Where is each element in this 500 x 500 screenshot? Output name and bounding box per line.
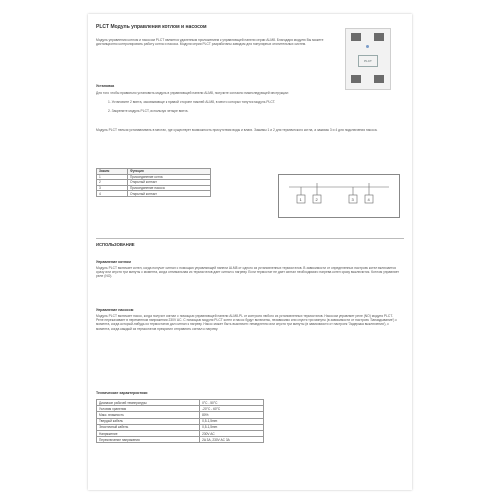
spec-table (96, 399, 264, 443)
spec-value: 2A 3A, 230V AC 3A (200, 437, 264, 443)
terminal-label: 1 (299, 197, 302, 202)
spec-name: Макс. влажность (97, 412, 200, 418)
terminal-label: 2 (315, 197, 318, 202)
device-logo: PLCT (358, 55, 378, 67)
install-step: 2. Закрепите модуль PLCT, используя четыре винта. (108, 109, 189, 113)
led-icon (366, 45, 369, 48)
table-row (97, 437, 264, 443)
terminal-function-table (96, 168, 211, 197)
spec-heading: Технические характеристики (96, 391, 148, 395)
install-step: 1. Установите 2 винта, засовывающе к правой стороне нижней ALM8, в место которых тянутся модуль PLCT. (108, 100, 276, 104)
table-row (97, 191, 211, 197)
spec-value: -20°C - 60°C (200, 406, 264, 412)
table-cell: Присоединение насоса (128, 185, 211, 191)
intro-paragraph: Модуль управления котлом и насосом PLCT является удаленным приложением к управляющей панели серии ALM8. Благодаря модулю Вы можете дистанционно контролировать работу котла и насоса. Модули серии PLCT разработаны заводом для популярных отопительных систем. (96, 38, 324, 47)
wiring-diagram-svg (279, 175, 399, 217)
product-image (345, 28, 391, 90)
boiler-text: Модуль PLCT включает котел, когда получит сигнал с помощью управляющей панели ALM8 от одного из установленных термостатов. В зависимости от определенных настроек котел включается сразу или спустя три минуты с момента, когда оптимальная из термостатов дает сигнал к нагреву. Если термостат не дает сигнал необходимого нагрева котел сразу выключится. Котлом управляет реле (NO). (96, 266, 399, 279)
port-icon (351, 33, 361, 41)
port-icon (351, 75, 361, 83)
usage-heading: ИСПОЛЬЗОВАНИЕ (96, 242, 135, 247)
table-cell: Присоединение котла (128, 174, 211, 180)
port-icon (374, 33, 384, 41)
install-heading: Установка (96, 84, 115, 88)
pump-text: Модуль PLCT включает насос, когда получит сигнал с помощью управляющей панели ALM8-PL от контроля любого из установленных термостатов. Насосом управляет реле (NO) модуля PLCT. Реле перекачивает в переменном напряжении 230V AC. С помощью модуля PLCT котел и насос будут включены, независимо или спустя три минуты (в зависимости от настроек 'Запаздывание') с момента, когда который-нибудь из термостатов дал сигнал к нагреву. Насос может быть выключен: немедленно или спустя три минуты (в зависимости от настроек 'Задержка выключения'), с момента, когда каждый из термостатов прекратил отправлять сигнал к нагреву. (96, 314, 397, 331)
document-page (88, 14, 412, 490)
spec-value: 0°C - 50°C (200, 400, 264, 406)
table-cell: Открытый контакт (128, 180, 211, 186)
table-cell: 3 (97, 185, 128, 191)
wiring-diagram (278, 174, 400, 218)
divider (96, 238, 404, 239)
doc-title: PLCT Модуль управления котлом и насосом (96, 24, 207, 30)
spec-value: 80% (200, 412, 264, 418)
table-cell: 1 (97, 174, 128, 180)
spec-name: Диапазон рабочей температуры (97, 400, 200, 406)
table-cell: 4 (97, 191, 128, 197)
table-cell: 2 (97, 180, 128, 186)
boiler-heading: Управление котлом (96, 260, 131, 264)
spec-name: Твердый кабель (97, 418, 200, 424)
port-icon (374, 75, 384, 83)
install-note: Модуль PLCT нельзя устанавливать в местах, где существует возможность присутствия воды и влаги. Зажимы 1 и 2 для термического котла, а зажимы 3 и 4 для подключения насоса. (96, 128, 378, 132)
spec-value: 0,5-1,5mm (200, 424, 264, 430)
spec-name: Переключение напряжения (97, 437, 200, 443)
terminal-label: 3 (351, 197, 354, 202)
spec-value: 0,5-1,5mm (200, 418, 264, 424)
spec-value: 230V AC (200, 430, 264, 436)
spec-name: Эластичный кабель (97, 424, 200, 430)
table-cell: Открытый контакт (128, 191, 211, 197)
spec-name: Напряжение (97, 430, 200, 436)
table-header: Функция (128, 169, 211, 175)
terminal-label: 4 (367, 197, 370, 202)
spec-name: Условия хранения (97, 406, 200, 412)
table-header: Зажим (97, 169, 128, 175)
install-text: Для того чтобы правильно установить модуль в управляющей панели ALM8, получите согласно нижеследующей инструкции: (96, 91, 289, 95)
pump-heading: Управление насосом (96, 308, 134, 312)
